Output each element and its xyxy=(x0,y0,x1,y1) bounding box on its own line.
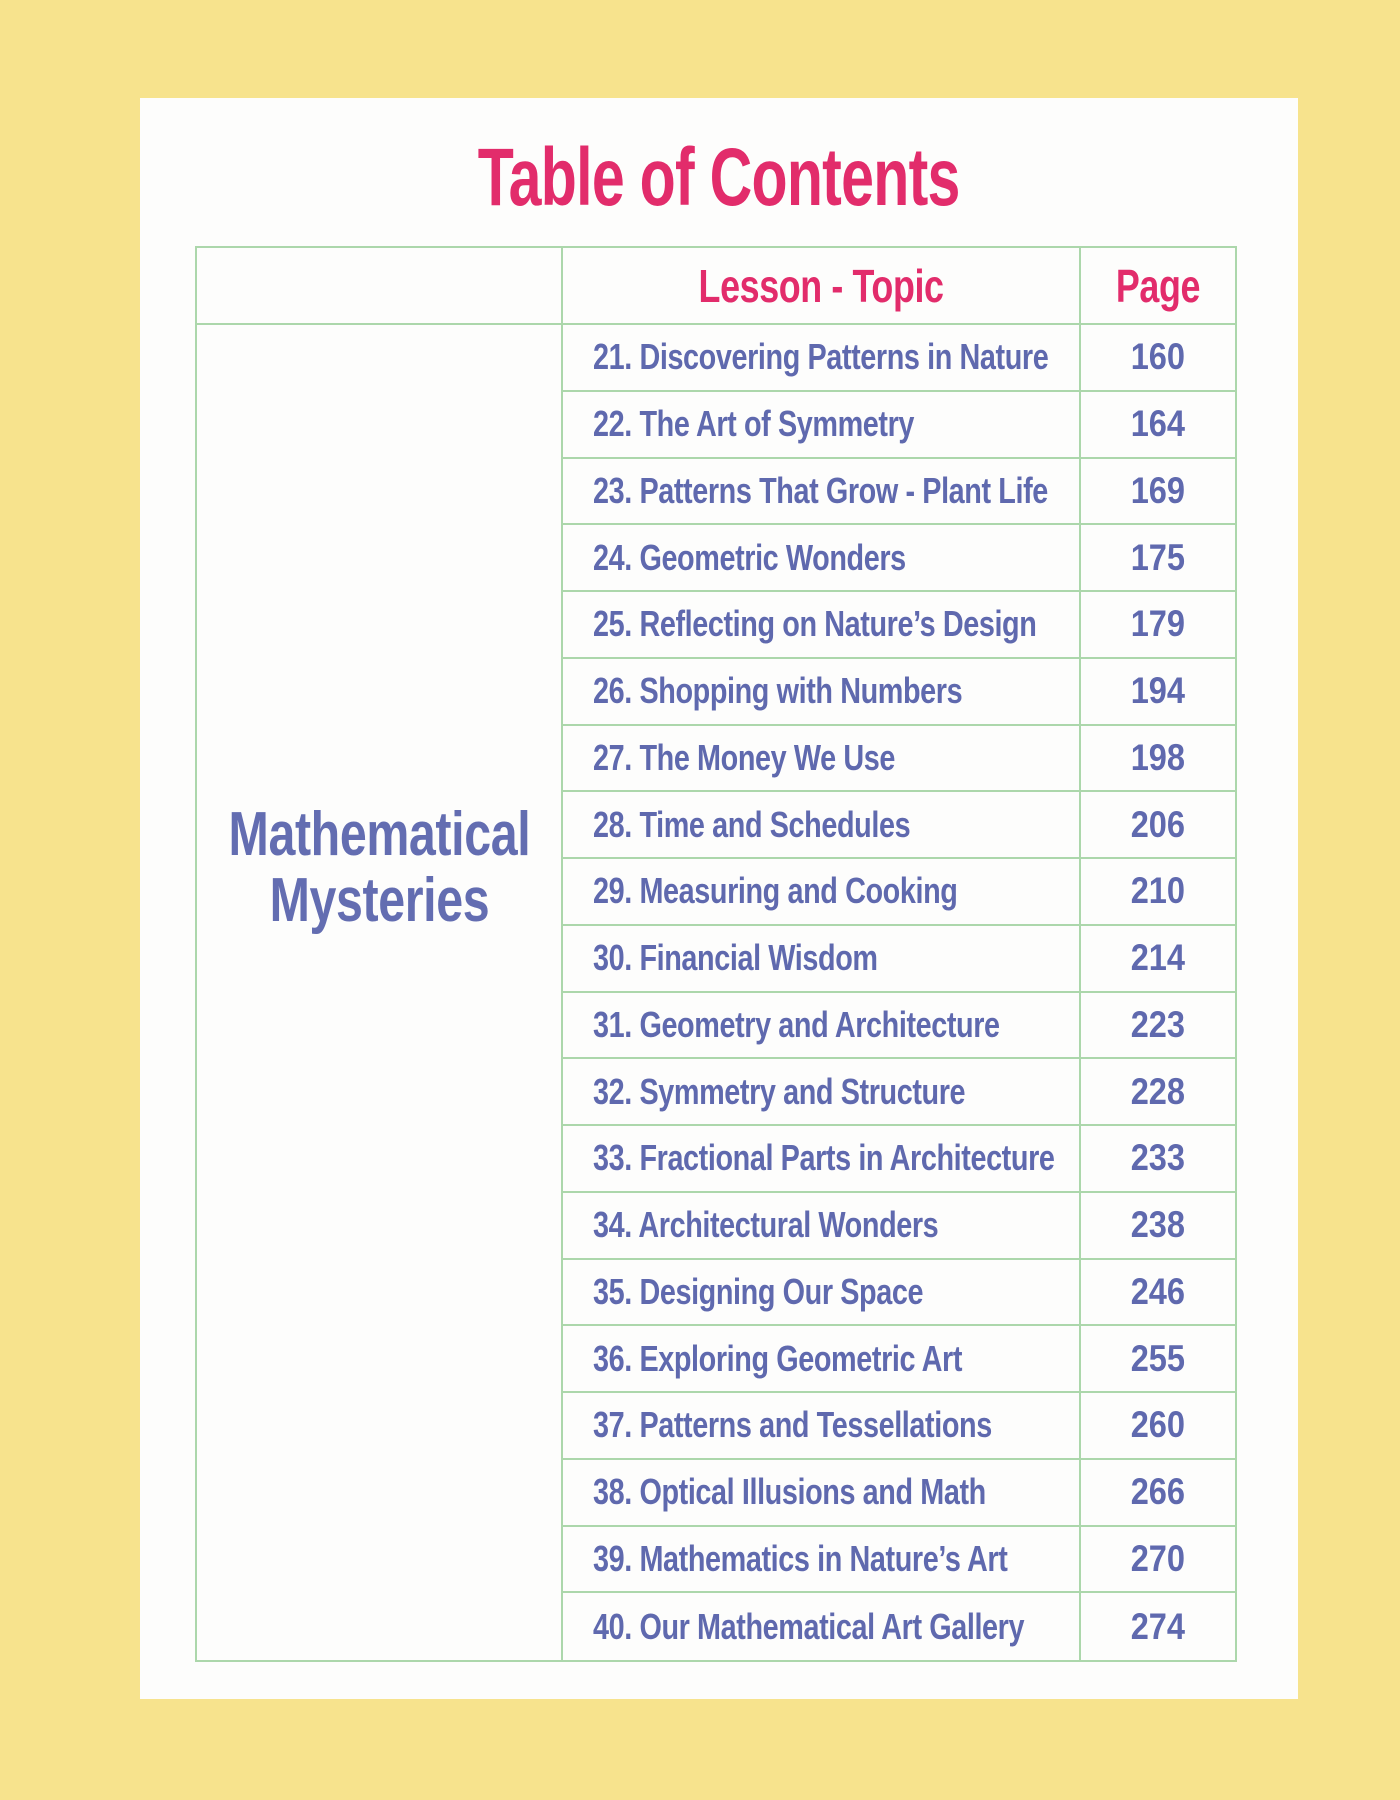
table-row-page-cell xyxy=(1081,1527,1235,1594)
table-row-page-cell xyxy=(1081,1126,1235,1193)
page-number-text: 198 xyxy=(1130,736,1186,778)
table-row-page-cell xyxy=(1081,525,1235,592)
lesson-topic-text: 24. Geometric Wonders xyxy=(593,536,906,578)
lesson-topic-text: 32. Symmetry and Structure xyxy=(593,1070,966,1112)
header-cell-empty xyxy=(197,248,563,325)
lesson-topic-text: 26. Shopping with Numbers xyxy=(593,670,963,712)
page-number-text: 255 xyxy=(1130,1337,1186,1379)
table-row-page-cell xyxy=(1081,1059,1235,1126)
lesson-topic-text: 27. The Money We Use xyxy=(593,736,895,778)
lesson-topic-text: 33. Fractional Parts in Architecture xyxy=(593,1137,1055,1179)
page-number-text: 206 xyxy=(1130,803,1186,845)
lesson-topic-text: 38. Optical Illusions and Math xyxy=(593,1471,986,1513)
table-row-topic-cell xyxy=(563,726,1081,793)
table-row-topic-cell xyxy=(563,1193,1081,1260)
table-row-page-cell xyxy=(1081,1326,1235,1393)
page-number-text: 164 xyxy=(1130,403,1186,445)
toc-table xyxy=(195,246,1237,1662)
page-title xyxy=(140,132,1298,223)
lesson-topic-text: 29. Measuring and Cooking xyxy=(593,870,958,912)
table-row-page-cell xyxy=(1081,926,1235,993)
table-row-page-cell xyxy=(1081,392,1235,459)
page-number-text: 274 xyxy=(1130,1605,1186,1647)
page-number-text: 260 xyxy=(1130,1404,1186,1446)
table-row-topic-cell xyxy=(563,993,1081,1060)
category-label xyxy=(228,799,530,935)
lesson-topic-text: 22. The Art of Symmetry xyxy=(593,403,915,445)
category-label-line-1: Mathematical xyxy=(228,799,530,869)
table-row-page-cell xyxy=(1081,659,1235,726)
lesson-topic-text: 25. Reflecting on Nature’s Design xyxy=(593,603,1037,645)
lesson-topic-text: 30. Financial Wisdom xyxy=(593,937,878,979)
table-row-page-cell xyxy=(1081,459,1235,526)
header-lesson-topic-label: Lesson - Topic xyxy=(698,259,944,312)
page-number-text: 270 xyxy=(1130,1537,1186,1579)
table-row-topic-cell xyxy=(563,1126,1081,1193)
table-row-page-cell xyxy=(1081,859,1235,926)
table-row-topic-cell xyxy=(563,525,1081,592)
header-cell-page xyxy=(1081,248,1235,325)
table-row-page-cell xyxy=(1081,1593,1235,1660)
table-row-page-cell xyxy=(1081,592,1235,659)
lesson-topic-text: 36. Exploring Geometric Art xyxy=(593,1337,963,1379)
lesson-topic-text: 31. Geometry and Architecture xyxy=(593,1003,1000,1045)
page-title-text: Table of Contents xyxy=(478,132,960,223)
lesson-topic-text: 40. Our Mathematical Art Gallery xyxy=(593,1605,1025,1647)
page-number-text: 246 xyxy=(1130,1270,1186,1312)
header-page-label: Page xyxy=(1115,259,1201,312)
page-number-text: 266 xyxy=(1130,1471,1186,1513)
table-row-topic-cell xyxy=(563,459,1081,526)
table-row-page-cell xyxy=(1081,726,1235,793)
table-row-page-cell xyxy=(1081,1193,1235,1260)
page-number-text: 169 xyxy=(1130,469,1186,511)
table-row-topic-cell xyxy=(563,1593,1081,1660)
category-cell-mathematical-mysteries xyxy=(197,325,563,1660)
lesson-topic-text: 21. Discovering Patterns in Nature xyxy=(593,336,1049,378)
table-row-topic-cell xyxy=(563,926,1081,993)
table-row-page-cell xyxy=(1081,325,1235,392)
header-cell-lesson-topic xyxy=(563,248,1081,325)
page-number-text: 179 xyxy=(1130,603,1186,645)
page-number-text: 228 xyxy=(1130,1070,1186,1112)
table-row-topic-cell xyxy=(563,1460,1081,1527)
lesson-topic-text: 35. Designing Our Space xyxy=(593,1270,924,1312)
lesson-topic-text: 37. Patterns and Tessellations xyxy=(593,1404,992,1446)
table-row-page-cell xyxy=(1081,1460,1235,1527)
page-number-text: 223 xyxy=(1130,1003,1186,1045)
category-label-line-2: Mysteries xyxy=(269,865,489,935)
table-row-topic-cell xyxy=(563,1059,1081,1126)
page-number-text: 175 xyxy=(1130,536,1186,578)
table-row-topic-cell xyxy=(563,1527,1081,1594)
table-row-topic-cell xyxy=(563,1260,1081,1327)
lesson-topic-text: 28. Time and Schedules xyxy=(593,803,911,845)
lesson-topic-text: 39. Mathematics in Nature’s Art xyxy=(593,1537,1008,1579)
table-row-topic-cell xyxy=(563,325,1081,392)
page-number-text: 214 xyxy=(1130,937,1186,979)
table-row-page-cell xyxy=(1081,993,1235,1060)
table-row-page-cell xyxy=(1081,792,1235,859)
table-row-page-cell xyxy=(1081,1393,1235,1460)
page-number-text: 194 xyxy=(1130,670,1186,712)
table-row-topic-cell xyxy=(563,1393,1081,1460)
table-row-topic-cell xyxy=(563,859,1081,926)
page-number-text: 210 xyxy=(1130,870,1186,912)
table-row-topic-cell xyxy=(563,592,1081,659)
page-number-text: 233 xyxy=(1130,1137,1186,1179)
table-row-topic-cell xyxy=(563,392,1081,459)
document-page xyxy=(140,98,1298,1699)
table-row-topic-cell xyxy=(563,659,1081,726)
page-number-text: 160 xyxy=(1130,336,1186,378)
table-row-page-cell xyxy=(1081,1260,1235,1327)
lesson-topic-text: 23. Patterns That Grow - Plant Life xyxy=(593,469,1048,511)
lesson-topic-text: 34. Architectural Wonders xyxy=(593,1204,939,1246)
table-row-topic-cell xyxy=(563,1326,1081,1393)
page-number-text: 238 xyxy=(1130,1204,1186,1246)
table-row-topic-cell xyxy=(563,792,1081,859)
